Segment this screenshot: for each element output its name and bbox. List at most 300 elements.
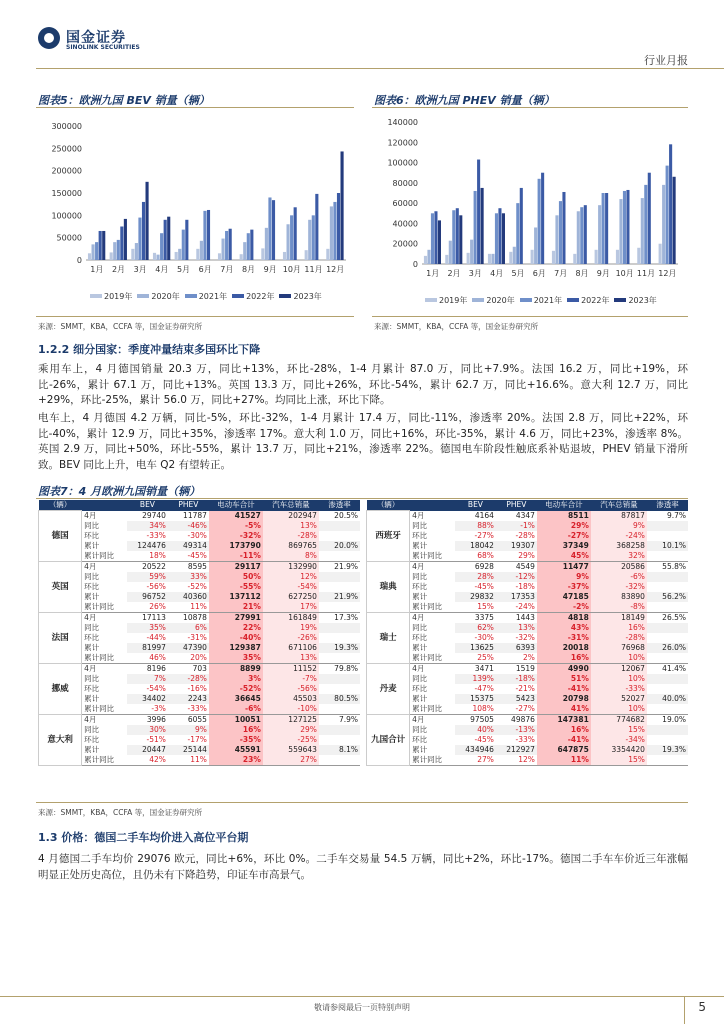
table-cell: 96752 bbox=[127, 592, 168, 602]
bar-2020年-9月 bbox=[598, 205, 601, 264]
row-label: 环比 bbox=[412, 581, 428, 591]
table-cell: -33% bbox=[168, 704, 209, 715]
table-header-cell: 汽车总销量 bbox=[263, 500, 319, 511]
bar-2019年-6月 bbox=[531, 250, 534, 264]
table-cell: 132990 bbox=[263, 561, 319, 572]
table-cell: -6% bbox=[591, 572, 647, 582]
row-label: 累计 bbox=[412, 540, 428, 550]
table-cell: 29117 bbox=[209, 561, 263, 572]
table-cell: -28% bbox=[168, 674, 209, 684]
row-label: 累计 bbox=[84, 744, 100, 754]
table-cell: 29% bbox=[263, 725, 319, 735]
country-label: 瑞典 bbox=[367, 561, 410, 612]
bar-2020年-11月 bbox=[308, 220, 311, 260]
y-tick-label: 20000 bbox=[392, 239, 418, 249]
table-header-cell: PHEV bbox=[168, 500, 209, 511]
table-cell bbox=[647, 602, 688, 613]
bar-2021年-6月 bbox=[538, 179, 541, 264]
x-tick-label: 10月 bbox=[615, 269, 634, 278]
x-tick-label: 6月 bbox=[198, 265, 212, 274]
table-cell: 9% bbox=[168, 725, 209, 735]
table-cell: 29740 bbox=[142, 510, 166, 520]
table-cell: 22% bbox=[209, 623, 263, 633]
table-cell: 51% bbox=[537, 674, 591, 684]
table-cell: 25% bbox=[455, 653, 496, 664]
table-cell: 8899 bbox=[209, 663, 263, 674]
bar-2020年-4月 bbox=[491, 254, 494, 264]
row-label: 累计同比 bbox=[410, 653, 455, 664]
table-cell: 3471 bbox=[474, 663, 494, 673]
table-cell: 52027 bbox=[591, 694, 647, 704]
bar-2020年-6月 bbox=[534, 227, 537, 264]
table-cell: 79.8% bbox=[334, 663, 358, 673]
bar-2021年-6月 bbox=[203, 211, 206, 260]
bar-2022年-8月 bbox=[584, 205, 587, 264]
table-cell: 4549 bbox=[515, 561, 535, 571]
logo-cn: 国金证券 bbox=[66, 30, 126, 46]
table-cell bbox=[647, 725, 688, 735]
table-header-cell: BEV bbox=[455, 500, 496, 511]
table-cell: -45% bbox=[474, 734, 494, 744]
table-cell: 11% bbox=[168, 755, 209, 766]
y-tick-label: 40000 bbox=[392, 219, 418, 229]
bar-2021年-12月 bbox=[666, 166, 669, 264]
bar-2022年-1月 bbox=[99, 231, 102, 260]
bar-2019年-1月 bbox=[88, 253, 91, 260]
fig7-title-rule bbox=[36, 498, 688, 499]
bar-2020年-5月 bbox=[178, 249, 181, 260]
bar-2019年-6月 bbox=[196, 249, 199, 260]
table-cell bbox=[647, 531, 688, 541]
table-cell: 13% bbox=[263, 653, 319, 664]
legend-label: 2020年 bbox=[151, 292, 180, 301]
bar-2023年-12月 bbox=[340, 151, 343, 260]
table-cell bbox=[647, 653, 688, 664]
row-label: 同比 bbox=[412, 622, 428, 632]
table-row bbox=[39, 551, 361, 562]
legend-item bbox=[279, 292, 321, 301]
table-row bbox=[367, 735, 689, 745]
table-cell: 15% bbox=[455, 602, 496, 613]
bar-2022年-6月 bbox=[541, 173, 544, 264]
table-cell: 45% bbox=[537, 551, 591, 562]
table-cell: -33% bbox=[591, 684, 647, 694]
bar-2022年-7月 bbox=[562, 192, 565, 264]
y-tick-label: 200000 bbox=[51, 166, 82, 176]
row-label: 环比 bbox=[84, 581, 100, 591]
x-tick-label: 3月 bbox=[468, 269, 482, 278]
table-cell: 68% bbox=[455, 551, 496, 562]
bar-2019年-10月 bbox=[283, 252, 286, 260]
bar-2019年-5月 bbox=[509, 252, 512, 264]
table-cell: 124476 bbox=[127, 541, 168, 551]
table-cell: 19% bbox=[263, 623, 319, 633]
fig7-title: 图表7：4 月欧洲九国销量（辆） bbox=[38, 485, 201, 498]
table-cell: 20018 bbox=[537, 643, 591, 653]
row-label: 累计同比 bbox=[410, 755, 455, 766]
bar-2020年-9月 bbox=[265, 228, 268, 260]
table-cell: 10.1% bbox=[647, 541, 688, 551]
country-label: 法国 bbox=[39, 612, 82, 663]
table-cell: 434946 bbox=[455, 745, 496, 755]
section-13-title: 1.3 价格：德国二手车均价进入高位平台期 bbox=[38, 831, 249, 844]
fig6-title-rule bbox=[372, 107, 688, 108]
table-cell: 11152 bbox=[263, 663, 319, 674]
table-cell: 3354420 bbox=[591, 745, 647, 755]
row-label: 环比 bbox=[84, 632, 100, 642]
table-cell: -54% bbox=[263, 582, 319, 592]
table-cell: 26.5% bbox=[662, 612, 686, 622]
table-cell: 11% bbox=[537, 755, 591, 766]
table-cell: -13% bbox=[496, 725, 537, 735]
table-cell: 1443 bbox=[515, 612, 535, 622]
legend-item bbox=[137, 292, 179, 301]
table-cell: 3375 bbox=[474, 612, 494, 622]
bar-2019年-11月 bbox=[637, 248, 640, 264]
bar-2020年-1月 bbox=[92, 244, 95, 260]
table-row bbox=[39, 531, 361, 541]
bar-2021年-9月 bbox=[602, 193, 605, 264]
row-label: 同比 bbox=[84, 520, 100, 530]
legend-swatch bbox=[232, 294, 244, 298]
x-tick-label: 2月 bbox=[447, 269, 461, 278]
table-cell: 869765 bbox=[263, 541, 319, 551]
table-row bbox=[367, 684, 689, 694]
table-row bbox=[367, 572, 689, 582]
row-label: 同比 bbox=[412, 673, 428, 683]
table-cell: -5% bbox=[209, 521, 263, 531]
table-cell bbox=[647, 684, 688, 694]
table-cell: 40.0% bbox=[647, 694, 688, 704]
table-cell bbox=[319, 674, 360, 684]
row-label: 4月 bbox=[412, 561, 425, 571]
x-tick-label: 10月 bbox=[282, 265, 301, 274]
bar-2020年-3月 bbox=[135, 243, 138, 260]
x-tick-label: 9月 bbox=[263, 265, 277, 274]
legend-label: 2022年 bbox=[246, 292, 275, 301]
bar-2019年-3月 bbox=[467, 253, 470, 264]
table-cell: 17113 bbox=[142, 612, 166, 622]
bar-2022年-2月 bbox=[120, 227, 123, 261]
bar-2020年-1月 bbox=[427, 250, 430, 264]
bar-2020年-10月 bbox=[287, 224, 290, 260]
x-tick-label: 12月 bbox=[326, 265, 345, 274]
bar-2023年-1月 bbox=[438, 220, 441, 264]
table-row bbox=[367, 643, 689, 653]
row-label: 同比 bbox=[412, 571, 428, 581]
bar-2022年-12月 bbox=[337, 193, 340, 260]
bar-2019年-9月 bbox=[595, 250, 598, 264]
fig7-source: 来源：SMMT，KBA，CCFA 等，国金证券研究所 bbox=[38, 808, 203, 817]
table-cell bbox=[647, 704, 688, 715]
bar-2021年-2月 bbox=[117, 240, 120, 260]
table-cell: -33% bbox=[146, 530, 166, 540]
row-label: 同比 bbox=[84, 724, 100, 734]
table-row bbox=[367, 674, 689, 684]
bar-2021年-4月 bbox=[160, 233, 163, 260]
table-row bbox=[39, 541, 361, 551]
table-cell: 19.3% bbox=[647, 745, 688, 755]
x-tick-label: 5月 bbox=[176, 265, 191, 274]
table-cell: -27% bbox=[537, 531, 591, 541]
bar-2019年-5月 bbox=[175, 252, 178, 260]
bar-2020年-7月 bbox=[222, 239, 225, 260]
table-cell: 35% bbox=[127, 623, 168, 633]
section-13-paragraph: 4 月德国二手车均价 29076 欧元，同比+6%，环比 0%。二手车交易量 54.5 万辆，同比+2%，环比-17%。德国二手车车价近三年涨幅明显正处历史高位，且仍未有下降趋势，印证车市高景气。 bbox=[38, 853, 688, 881]
fig6-bottom-rule bbox=[372, 316, 688, 317]
table-row bbox=[367, 633, 689, 643]
fig5-title: 图表5：欧洲九国 BEV 销量（辆） bbox=[38, 94, 210, 107]
table-cell: 16% bbox=[537, 725, 591, 735]
table-cell: 46% bbox=[127, 653, 168, 664]
table-cell: -52% bbox=[187, 581, 207, 591]
bar-2020年-5月 bbox=[513, 247, 516, 264]
footer-rule bbox=[0, 996, 724, 997]
row-label: 环比 bbox=[412, 530, 428, 540]
row-label: 同比 bbox=[84, 622, 100, 632]
table-cell bbox=[319, 633, 360, 643]
page-number: 5 bbox=[698, 1000, 706, 1014]
table-cell: 559643 bbox=[263, 745, 319, 755]
section-122-paragraph-1: 乘用车上，4 月德国销量 20.3 万，同比+13%，环比-28%，1-4 月累计 87.0 万，同比+7.9%。法国 16.2 万，同比+19%，环比-26%，累计 67.1 万，同比+13%。英国 13.3 万，同比+26%，环比-54%，累计 62.7 万，同比+16.6%。意大利 12.7 万，同比+29%，环比-25%，累计 56.0 万，同比+27%。均同比上涨，环比下降。 bbox=[38, 363, 688, 406]
table-cell: 16% bbox=[591, 623, 647, 633]
row-label: 累计 bbox=[412, 642, 428, 652]
table-cell: 7.9% bbox=[338, 714, 358, 724]
row-label: 4月 bbox=[84, 612, 97, 622]
table-cell bbox=[647, 521, 688, 531]
table-row bbox=[39, 735, 361, 745]
table-header-cell bbox=[82, 500, 127, 511]
table-cell: -45% bbox=[168, 551, 209, 562]
table-cell: -25% bbox=[263, 735, 319, 745]
table-cell: -30% bbox=[187, 530, 207, 540]
table-cell: 20.5% bbox=[334, 510, 358, 520]
table-cell: 139% bbox=[455, 674, 496, 684]
table-cell: 11787 bbox=[183, 510, 207, 520]
row-label: 累计 bbox=[84, 591, 100, 601]
table-cell: -54% bbox=[146, 683, 166, 693]
row-label: 4月 bbox=[412, 510, 425, 520]
x-tick-label: 8月 bbox=[241, 265, 256, 274]
table-cell: 47390 bbox=[168, 643, 209, 653]
table-cell: 6055 bbox=[187, 714, 207, 724]
row-label: 4月 bbox=[412, 612, 425, 622]
bar-2022年-3月 bbox=[142, 202, 145, 260]
row-label: 累计同比 bbox=[410, 551, 455, 562]
table-cell: -28% bbox=[263, 531, 319, 541]
bar-2022年-3月 bbox=[477, 160, 480, 264]
bar-2022年-9月 bbox=[605, 193, 608, 264]
row-label: 4月 bbox=[412, 663, 425, 673]
table-row bbox=[39, 623, 361, 633]
table-cell: 42% bbox=[127, 755, 168, 766]
table-cell: 11477 bbox=[537, 561, 591, 572]
table-cell: 12067 bbox=[591, 663, 647, 674]
row-label: 4月 bbox=[84, 663, 97, 673]
table-cell: 80.5% bbox=[319, 694, 360, 704]
legend-item bbox=[90, 292, 132, 301]
table-row bbox=[39, 602, 361, 613]
bar-2019年-3月 bbox=[131, 249, 134, 260]
bar-2022年-10月 bbox=[626, 190, 629, 264]
table-cell: -56% bbox=[263, 684, 319, 694]
table-cell: -7% bbox=[263, 674, 319, 684]
bar-2022年-11月 bbox=[648, 173, 651, 264]
table-cell: 21.9% bbox=[334, 561, 358, 571]
table-cell: -41% bbox=[537, 684, 591, 694]
table-cell: 40% bbox=[455, 725, 496, 735]
table-cell: -3% bbox=[127, 704, 168, 715]
table-row bbox=[39, 633, 361, 643]
table-row bbox=[39, 684, 361, 694]
table-cell: 30% bbox=[127, 725, 168, 735]
table-cell: 17% bbox=[263, 602, 319, 613]
bar-2021年-1月 bbox=[95, 242, 98, 260]
table-row bbox=[39, 582, 361, 592]
table-row bbox=[367, 755, 689, 766]
bar-2021年-2月 bbox=[452, 210, 455, 264]
table-cell: 3% bbox=[209, 674, 263, 684]
country-label: 西班牙 bbox=[367, 511, 410, 562]
table-row bbox=[39, 572, 361, 582]
x-tick-label: 7月 bbox=[220, 265, 234, 274]
table-cell bbox=[647, 551, 688, 562]
bar-2020年-8月 bbox=[243, 242, 246, 260]
table-cell: -27% bbox=[496, 704, 537, 715]
bar-2019年-9月 bbox=[261, 248, 264, 260]
table-cell: 8595 bbox=[187, 561, 207, 571]
country-label: 英国 bbox=[39, 561, 82, 612]
bar-2019年-4月 bbox=[488, 254, 491, 264]
table-cell: 8196 bbox=[146, 663, 166, 673]
table-cell: 43% bbox=[537, 623, 591, 633]
table-cell: 20.0% bbox=[319, 541, 360, 551]
legend-swatch bbox=[185, 294, 197, 298]
table-cell bbox=[319, 725, 360, 735]
x-tick-label: 7月 bbox=[554, 269, 568, 278]
row-label: 累计同比 bbox=[410, 704, 455, 715]
bar-2020年-6月 bbox=[200, 241, 203, 260]
table-cell: 29% bbox=[496, 551, 537, 562]
table-cell: 10878 bbox=[183, 612, 207, 622]
table-cell: 20% bbox=[168, 653, 209, 664]
table-row bbox=[39, 755, 361, 766]
fig5-title-rule bbox=[36, 107, 354, 108]
bar-2019年-8月 bbox=[240, 254, 243, 260]
fig7-table-right bbox=[366, 500, 688, 766]
table-row bbox=[39, 643, 361, 653]
table-cell: -41% bbox=[537, 735, 591, 745]
legend-swatch bbox=[567, 298, 579, 302]
table-header-cell bbox=[410, 500, 455, 511]
bar-2020年-11月 bbox=[641, 198, 644, 264]
y-tick-label: 100000 bbox=[51, 211, 82, 221]
fig6-chart bbox=[372, 112, 688, 312]
legend-label: 2019年 bbox=[104, 292, 133, 301]
table-cell: 4818 bbox=[537, 612, 591, 623]
bar-2023年-12月 bbox=[673, 177, 676, 264]
section-122-paragraph-2: 电车上，4 月德国 4.2 万辆，同比-5%，环比-32%，1-4 月累计 17.4 万，同比-11%，渗透率 20%。法国 2.8 万，同比+22%，环比-40%，累计 12.9 万，同比+35%，渗透率 17%。意大利 1.0 万，同比+16%，环比-35%，累计 4.6 万，同比+23%，渗透率 8%。英国 2.9 万，同比+50%，环比-55%，累计 13.7 万，同比+21%，渗透率 22%。德国电车阶段性触底系补贴退坡，PHEV 销量下滑所致。BEV 同比上升，电车 Q2 有望转正。 bbox=[38, 412, 688, 471]
x-tick-label: 6月 bbox=[532, 269, 546, 278]
table-row bbox=[367, 602, 689, 613]
table-cell: 11% bbox=[168, 602, 209, 613]
table-cell: -18% bbox=[496, 674, 537, 684]
bar-2019年-7月 bbox=[552, 251, 555, 264]
bar-2021年-11月 bbox=[312, 215, 315, 260]
country-label: 意大利 bbox=[39, 714, 82, 765]
table-cell: 127125 bbox=[263, 714, 319, 725]
bar-2023年-3月 bbox=[145, 182, 148, 260]
table-cell: 12% bbox=[496, 755, 537, 766]
bar-2020年-12月 bbox=[330, 206, 333, 260]
country-label: 瑞士 bbox=[367, 612, 410, 663]
table-cell: 76968 bbox=[591, 643, 647, 653]
row-label: 同比 bbox=[412, 724, 428, 734]
table-cell: 13625 bbox=[455, 643, 496, 653]
legend-swatch bbox=[425, 298, 437, 302]
table-header-cell: PHEV bbox=[496, 500, 537, 511]
x-tick-label: 8月 bbox=[575, 269, 589, 278]
bar-2021年-9月 bbox=[268, 197, 271, 260]
bar-2020年-2月 bbox=[113, 242, 116, 260]
legend-item bbox=[567, 296, 609, 305]
footer-disclaimer: 敬请参阅最后一页特别声明 bbox=[314, 1003, 410, 1012]
table-cell: -30% bbox=[474, 632, 494, 642]
table-row bbox=[367, 623, 689, 633]
bar-2019年-4月 bbox=[153, 253, 156, 260]
table-cell: 21.9% bbox=[319, 592, 360, 602]
table-cell: 161849 bbox=[263, 612, 319, 623]
table-cell: 10% bbox=[591, 704, 647, 715]
country-label: 丹麦 bbox=[367, 663, 410, 714]
bar-2021年-5月 bbox=[182, 230, 185, 260]
y-tick-label: 250000 bbox=[51, 144, 82, 154]
table-cell: 17.3% bbox=[334, 612, 358, 622]
table-cell: -34% bbox=[591, 735, 647, 745]
doc-type: 行业月报 bbox=[644, 54, 688, 67]
table-row bbox=[39, 663, 361, 674]
table-cell bbox=[319, 572, 360, 582]
legend-swatch bbox=[90, 294, 102, 298]
bar-2020年-10月 bbox=[619, 199, 622, 264]
table-cell bbox=[319, 551, 360, 562]
x-tick-label: 1月 bbox=[90, 265, 104, 274]
table-cell: -46% bbox=[168, 521, 209, 531]
legend-item bbox=[425, 296, 467, 305]
table-cell: 13% bbox=[496, 623, 537, 633]
table-cell: 20447 bbox=[127, 745, 168, 755]
row-label: 累计 bbox=[412, 693, 428, 703]
table-cell: 173790 bbox=[209, 541, 263, 551]
row-label: 同比 bbox=[412, 520, 428, 530]
table-cell: -16% bbox=[187, 683, 207, 693]
table-row bbox=[367, 745, 689, 755]
bar-2019年-1月 bbox=[424, 256, 427, 264]
fig6-source: 来源：SMMT，KBA，CCFA 等，国金证券研究所 bbox=[374, 322, 539, 331]
row-label: 环比 bbox=[84, 683, 100, 693]
table-row bbox=[367, 541, 689, 551]
table-cell: -28% bbox=[515, 530, 535, 540]
bar-2021年-7月 bbox=[559, 201, 562, 264]
x-tick-label: 4月 bbox=[155, 265, 169, 274]
table-cell bbox=[647, 735, 688, 745]
row-label: 同比 bbox=[84, 673, 100, 683]
bar-2019年-10月 bbox=[616, 250, 619, 264]
x-tick-label: 9月 bbox=[596, 269, 610, 278]
section-122-title: 1.2.2 细分国家：季度冲量结束多国环比下降 bbox=[38, 343, 261, 356]
row-label: 同比 bbox=[84, 571, 100, 581]
legend-swatch bbox=[614, 298, 626, 302]
